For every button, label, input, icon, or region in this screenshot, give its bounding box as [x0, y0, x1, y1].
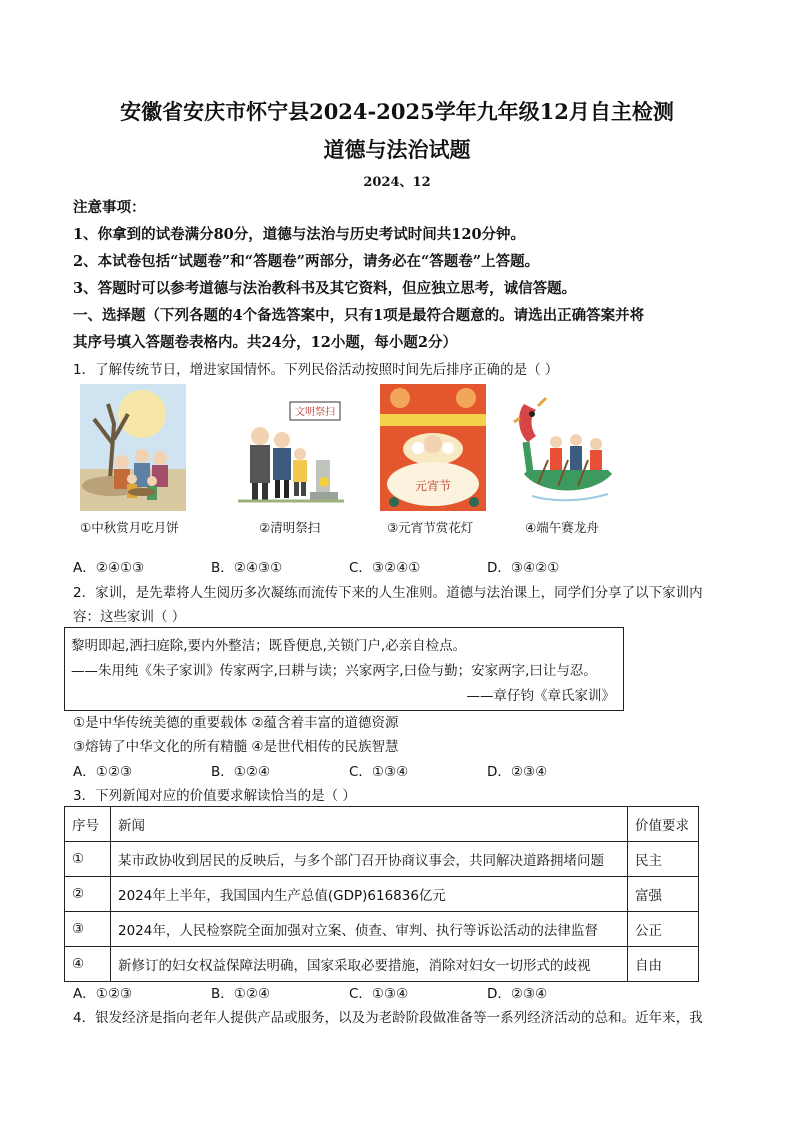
- option-c: C．①③④: [349, 986, 409, 1002]
- table-cell: 富强: [628, 877, 699, 912]
- exam-subject: 道德与法治试题: [323, 137, 471, 162]
- option-c: C．③②④①: [349, 560, 421, 576]
- notice-item: 2、本试卷包括“试题卷”和“答题卷”两部分，请务必在“答题卷”上答题。: [73, 253, 540, 270]
- table-cell: 自由: [628, 947, 699, 982]
- notice-item: 3、答题时可以参考道德与法治教科书及其它资料，但应独立思考，诚信答题。: [73, 280, 577, 297]
- family-motto-box: [64, 627, 624, 711]
- question-1-stem: 1．了解传统节日，增进家国情怀。下列民俗活动按照时间先后排序正确的是（ ）: [73, 362, 559, 378]
- family-motto-line: 黎明即起,洒扫庭除,要内外整洁；既昏便息,关锁门户,必亲自检点。: [71, 638, 467, 654]
- table-cell: ②: [65, 877, 111, 912]
- option-d: D．③④②①: [487, 560, 560, 576]
- tomb-sweeping-sign: 文明祭扫: [295, 407, 335, 418]
- family-motto-line: ——朱用纯《朱子家训》传家两字,曰耕与读；兴家两字,曰俭与勤；安家两字,曰让与忍。: [71, 663, 597, 679]
- table-header-row: [65, 807, 699, 842]
- option-a: A．②④①③: [73, 560, 145, 576]
- table-cell: 公正: [628, 912, 699, 947]
- question-4-stem: 4．银发经济是指向老年人提供产品或服务，以及为老龄阶段做准备等一系列经济活动的总和。近年来，我: [73, 1010, 703, 1026]
- table-cell: ①: [65, 842, 111, 877]
- table-header: 新闻: [111, 807, 628, 842]
- table-cell: 某市政协收到居民的反映后，与多个部门召开协商议事会，共同解决道路拥堵问题: [111, 842, 628, 877]
- statements-line: ③熔铸了中华文化的所有精髓 ④是世代相传的民族智慧: [73, 739, 399, 755]
- table-cell: 2024年上半年，我国国内生产总值(GDP)616836亿元: [111, 877, 628, 912]
- option-a: A．①②③: [73, 986, 133, 1002]
- picture-caption: ①中秋赏月吃月饼: [80, 520, 179, 535]
- lantern-festival-picture: [380, 384, 486, 511]
- picture-caption: ④端午赛龙舟: [525, 520, 599, 535]
- option-b: B．①②④: [211, 764, 271, 780]
- picture-caption: ③元宵节赏花灯: [387, 520, 474, 535]
- table-cell: 2024年，人民检察院全面加强对立案、侦查、审判、执行等诉讼活动的法律监督: [111, 912, 628, 947]
- family-motto-source: ——章仔钧《章氏家训》: [466, 688, 615, 704]
- table-cell: ④: [65, 947, 111, 982]
- table-row: [65, 877, 699, 912]
- option-c: C．①③④: [349, 764, 409, 780]
- table-row: [65, 947, 699, 982]
- notice-item: 1、你拿到的试卷满分80分，道德与法治与历史考试时间共120分钟。: [73, 226, 526, 243]
- picture-caption: ②清明祭扫: [259, 520, 321, 535]
- table-row: [65, 842, 699, 877]
- table-cell: 民主: [628, 842, 699, 877]
- news-table: [64, 806, 699, 982]
- statements-line: ①是中华传统美德的重要载体 ②蕴含着丰富的道德资源: [73, 715, 399, 731]
- option-d: D．②③④: [487, 764, 548, 780]
- exam-title: 安徽省安庆市怀宁县2024-2025学年九年级12月自主检测: [120, 99, 674, 124]
- question-2-stem-cont: 容：这些家训（ ）: [73, 609, 186, 625]
- dragon-boat-picture: [512, 384, 618, 511]
- mid-autumn-family-picture: [80, 384, 186, 511]
- option-b: B．①②④: [211, 986, 271, 1002]
- lantern-festival-sign: 元宵节: [414, 479, 452, 493]
- table-row: [65, 912, 699, 947]
- option-b: B．②④③①: [211, 560, 283, 576]
- table-cell: ③: [65, 912, 111, 947]
- table-cell: 新修订的妇女权益保障法明确，国家采取必要措施，消除对妇女一切形式的歧视: [111, 947, 628, 982]
- option-a: A．①②③: [73, 764, 133, 780]
- table-header: 序号: [65, 807, 111, 842]
- tomb-sweeping-picture: [238, 384, 344, 511]
- section-heading-cont: 其序号填入答题卷表格内。共24分，12小题，每小题2分）: [73, 334, 457, 351]
- section-heading: 一、选择题（下列各题的4个备选答案中，只有1项是最符合题意的。请选出正确答案并将: [73, 307, 645, 324]
- question-2-stem: 2．家训，是先辈将人生阅历多次凝练而流传下来的人生准则。道德与法治课上，同学们分享了以下家训内: [73, 585, 703, 601]
- notice-heading: 注意事项：: [73, 199, 146, 216]
- option-d: D．②③④: [487, 986, 548, 1002]
- exam-date: 2024、12: [363, 175, 431, 190]
- table-header: 价值要求: [628, 807, 699, 842]
- question-3-stem: 3．下列新闻对应的价值要求解读恰当的是（ ）: [73, 788, 356, 804]
